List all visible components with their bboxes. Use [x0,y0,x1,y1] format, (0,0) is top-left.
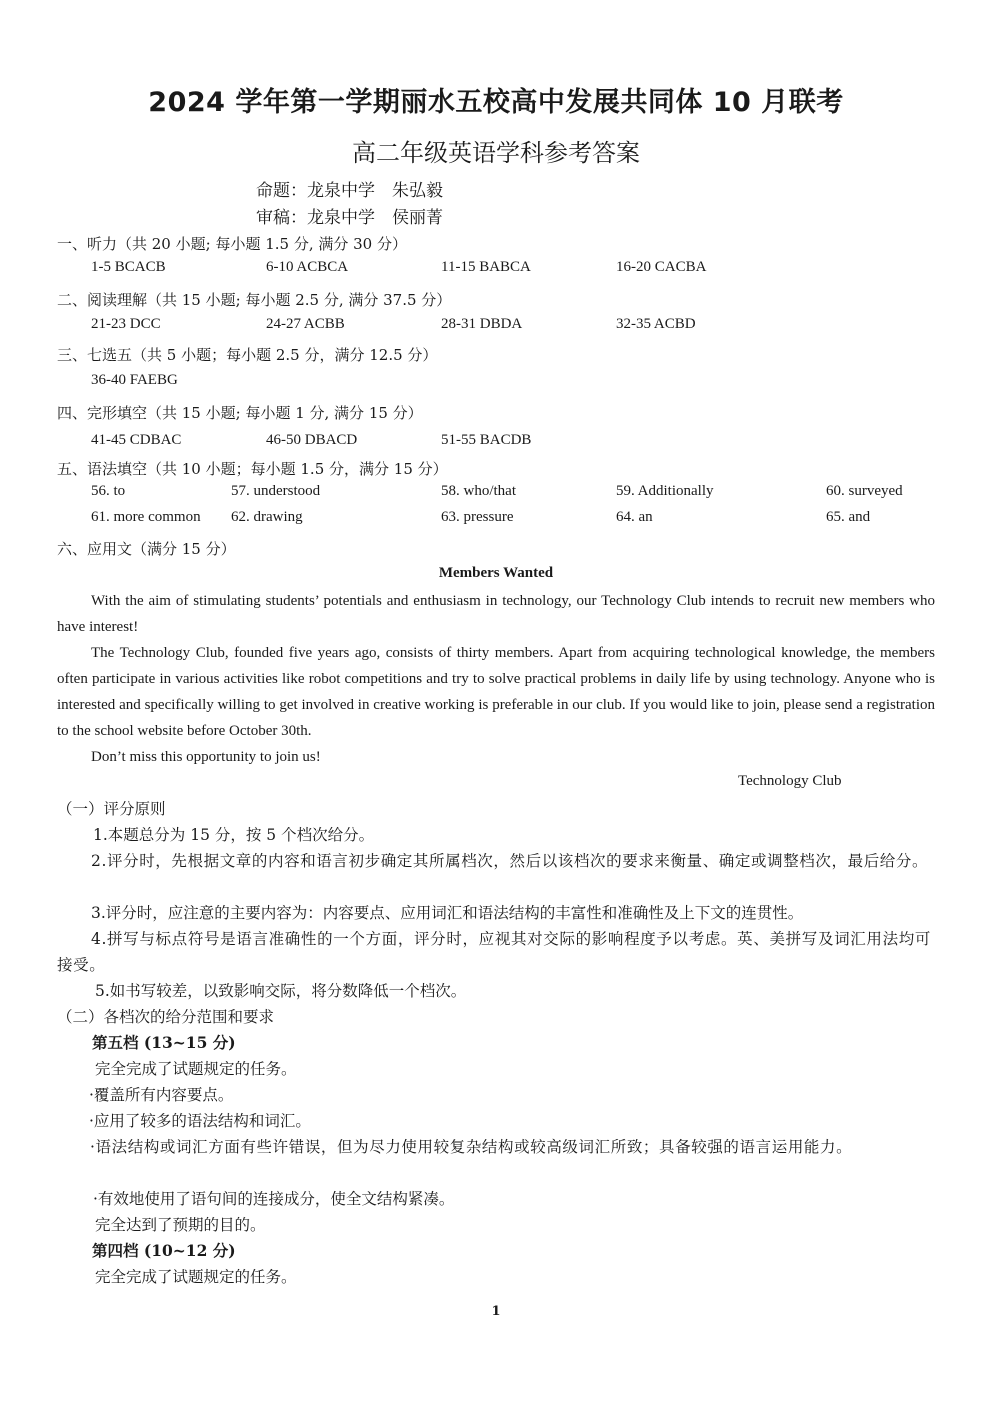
principle-item: 3.评分时，应注意的主要内容为：内容要点、应用词汇和语法结构的丰富性和准确性及上下文的连贯性。 [91,904,804,922]
section-grammar-heading: 五、语法填空（共 10 小题；每小题 1.5 分，满分 15 分） [57,460,448,478]
answer-item: 11-15 BABCA [441,259,531,275]
answer-item: 61. more common [91,509,201,525]
composition-signature: Technology Club [738,773,842,789]
author-line: 命题：龙泉中学 朱弘毅 [256,181,443,201]
answer-item: 41-45 CDBAC [91,432,182,448]
level-item: 完全完成了试题规定的任务。 [95,1060,297,1078]
answer-item: 65. and [826,509,871,525]
answer-item: 6-10 ACBCA [266,259,349,275]
answer-item: 32-35 ACBD [616,316,696,332]
level-item: ·语法结构或词汇方面有些许错误，但为尽力使用较复杂结构或较高级词汇所致；具备较强的语言运用能力。 [90,1138,853,1156]
level-item: ·覆盖所有内容要点。 [89,1086,234,1104]
principle-item: 4.拼写与标点符号是语言准确性的一个方面，评分时，应视其对交际的影响程度予以考虑。英、美拼写及词汇用法均可接受。 [57,930,931,974]
page-number: 1 [491,1304,501,1319]
level-five-label: 第五档 (13~15 分) [92,1033,236,1052]
answer-item: 21-23 DCC [91,316,161,332]
answer-item: 56. to [91,483,126,499]
answer-item: 46-50 DBACD [266,432,358,448]
level-item: 完全完成了试题规定的任务。 [95,1268,297,1286]
answer-item: 60. surveyed [826,483,903,499]
level-item: ·应用了较多的语法结构和词汇。 [89,1112,311,1130]
section-seven-five-heading: 三、七选五（共 5 小题；每小题 2.5 分，满分 12.5 分） [57,346,438,364]
principle-item: 2.评分时，先根据文章的内容和语言初步确定其所属档次，然后以该档次的要求来衡量、确定或调整档次，最后给分。 [91,852,929,870]
section-writing-heading: 六、应用文（满分 15 分） [57,540,236,558]
answer-item: 57. understood [231,483,321,499]
answer-item: 1-5 BCACB [91,259,166,275]
answer-item: 16-20 CACBA [616,259,707,275]
principle-item: 5.如书写较差，以致影响交际，将分数降低一个档次。 [95,982,467,1000]
composition-paragraph: Don’t miss this opportunity to join us! [91,749,321,765]
page-title: 2024 学年第一学期丽水五校高中发展共同体 10 月联考 [148,87,844,118]
section-cloze-heading: 四、完形填空（共 15 小题; 每小题 1 分, 满分 15 分） [57,404,423,422]
principle-item: 1.本题总分为 15 分，按 5 个档次给分。 [93,826,375,844]
answer-item: 51-55 BACDB [441,432,532,448]
levels-heading: （二）各档次的给分范围和要求 [57,1008,275,1026]
page-subtitle: 高二年级英语学科参考答案 [352,139,640,167]
answer-item: 62. drawing [231,509,303,525]
answer-item: 64. an [616,509,653,525]
reviewer-line: 审稿：龙泉中学 侯丽菁 [256,208,443,228]
principles-heading: （一）评分原则 [57,800,166,818]
composition-paragraph: The Technology Club, founded five years ago, consists of thirty members. Apart from acquiring technological knowledge, the members often participate in various activities like robot competitions and try to solve practical problems in daily life by using technology. Anyone who is interested and specifically willing to get involved in creative working is preferable in our club. If you would like to join, please send a registration to the school website before October 30th. [57,645,935,739]
section-listening-heading: 一、听力（共 20 小题; 每小题 1.5 分, 满分 30 分） [57,235,407,253]
answer-item: 24-27 ACBB [266,316,345,332]
answer-item: 36-40 FAEBG [91,372,178,388]
answer-item: 63. pressure [441,509,514,525]
level-four-label: 第四档 (10~12 分) [92,1241,236,1260]
composition-paragraph: With the aim of stimulating students’ potentials and enthusiasm in technology, our Technology Club intends to recruit new members who have interest! [57,593,935,635]
answer-item: 58. who/that [441,483,516,499]
section-reading-heading: 二、阅读理解（共 15 小题; 每小题 2.5 分, 满分 37.5 分） [57,291,452,309]
answer-item: 59. Additionally [616,483,714,499]
level-item: ·有效地使用了语句间的连接成分，使全文结构紧凑。 [93,1190,455,1208]
level-item: 完全达到了预期的目的。 [95,1216,266,1234]
answer-item: 28-31 DBDA [441,316,523,332]
composition-title: Members Wanted [438,565,554,581]
